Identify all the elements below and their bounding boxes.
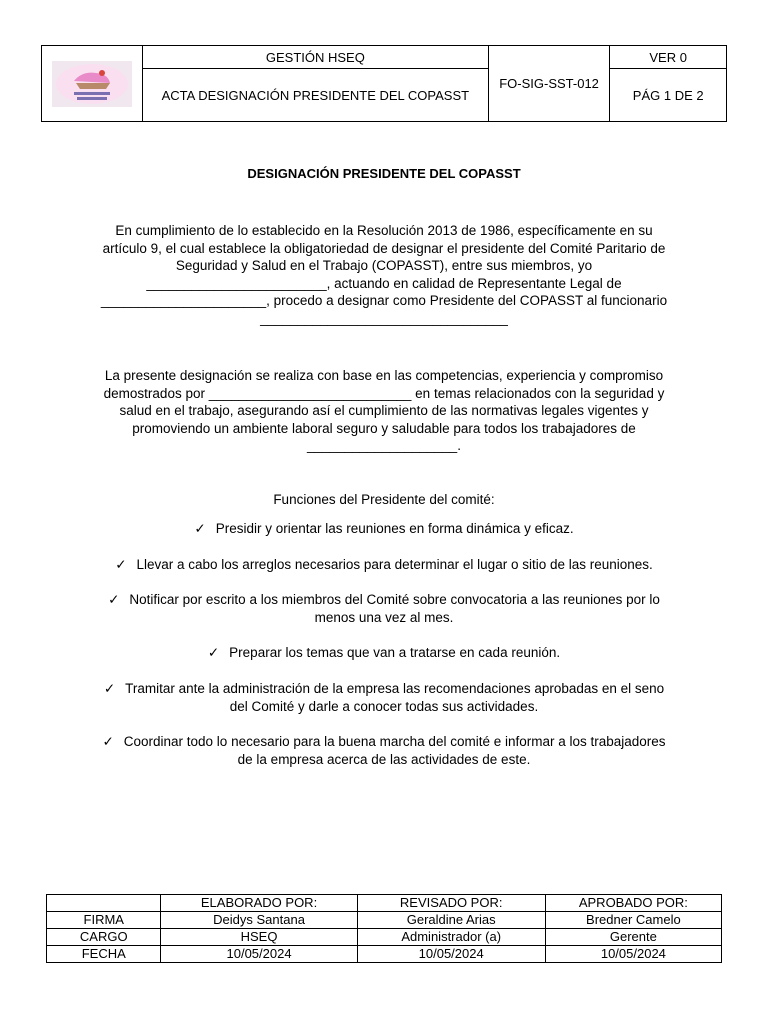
function-text: Llevar a cabo los arreglos necesarios para determinar el lugar o sitio de las reuniones. xyxy=(136,557,653,572)
check-icon: ✓ xyxy=(115,557,127,572)
check-icon: ✓ xyxy=(108,592,120,607)
check-icon: ✓ xyxy=(102,734,114,749)
function-text: Preparar los temas que van a tratarse en cada reunión. xyxy=(229,645,561,660)
table-header-cell: APROBADO POR: xyxy=(545,895,721,912)
company-logo xyxy=(52,61,132,107)
doc-name-cell: ACTA DESIGNACIÓN PRESIDENTE DEL COPASST xyxy=(142,69,488,122)
table-row xyxy=(47,946,722,963)
check-icon: ✓ xyxy=(194,521,206,536)
page-cell: PÁG 1 DE 2 xyxy=(610,69,727,122)
logo-image xyxy=(52,61,132,107)
check-icon: ✓ xyxy=(103,681,116,696)
table-header-cell xyxy=(47,895,161,912)
table-cell: Deidys Santana xyxy=(161,912,357,929)
table-cell: CARGO xyxy=(47,929,161,946)
function-item xyxy=(100,591,668,626)
function-item xyxy=(100,644,668,662)
table-cell: 10/05/2024 xyxy=(161,946,357,963)
signature-table xyxy=(46,894,722,963)
logo-cell xyxy=(42,46,143,122)
function-item xyxy=(100,680,668,715)
table-cell: Geraldine Arias xyxy=(357,912,545,929)
function-item xyxy=(100,733,668,768)
doc-code-cell: FO-SIG-SST-012 xyxy=(488,46,610,122)
table-cell: 10/05/2024 xyxy=(545,946,721,963)
table-header-row xyxy=(47,895,722,912)
version-cell: VER 0 xyxy=(610,46,727,69)
function-text: Coordinar todo lo necesario para la buena marcha del comité e informar a los trabajadores de la empresa acerca de las actividades de este. xyxy=(123,734,666,767)
document-title: DESIGNACIÓN PRESIDENTE DEL COPASST xyxy=(247,166,521,181)
document-header xyxy=(41,45,727,122)
table-row xyxy=(47,912,722,929)
function-item xyxy=(100,520,668,538)
function-item xyxy=(100,556,668,574)
paragraph-legal-basis: En cumplimiento de lo establecido en la Resolución 2013 de 1986, específicamente en su artículo 9, el cual establece la obligatoriedad de designar el presidente del Comité Paritario de Seguridad y Salud en el Trabajo (COPASST), entre sus miembros, yo ________________________, actuando en calidad de Representante Legal de ______________________, procedo a designar como Presidente del COPASST al funcionario _________________________________ xyxy=(100,223,668,326)
function-text: Tramitar ante la administración de la empresa las recomendaciones aprobadas en el seno del Comité y darle a conocer todas sus actividades. xyxy=(125,681,665,714)
table-header-cell: ELABORADO POR: xyxy=(161,895,357,912)
table-cell: FECHA xyxy=(47,946,161,963)
table-cell: Administrador (a) xyxy=(357,929,545,946)
table-cell: 10/05/2024 xyxy=(357,946,545,963)
table-cell: Bredner Camelo xyxy=(545,912,721,929)
function-text: Notificar por escrito a los miembros del Comité sobre convocatoria a las reuniones por lo menos una vez al mes. xyxy=(129,592,660,625)
company-area-cell: GESTIÓN HSEQ xyxy=(142,46,488,69)
functions-heading: Funciones del Presidente del comité: xyxy=(273,492,495,507)
check-icon: ✓ xyxy=(207,645,220,660)
table-header-cell: REVISADO POR: xyxy=(357,895,545,912)
table-cell: Gerente xyxy=(545,929,721,946)
table-cell: HSEQ xyxy=(161,929,357,946)
paragraph-designation-basis: La presente designación se realiza con base en las competencias, experiencia y compromiso demostrados por ___________________________ en temas relacionados con la seguridad y salud en el trabajo, asegurando así el cumplimiento de las normativas legales vigentes y promoviendo un ambiente laboral seguro y saludable para todos los trabajadores de ____________________. xyxy=(103,368,665,453)
table-cell: FIRMA xyxy=(47,912,161,929)
function-text: Presidir y orientar las reuniones en forma dinámica y eficaz. xyxy=(215,521,574,536)
table-row xyxy=(47,929,722,946)
